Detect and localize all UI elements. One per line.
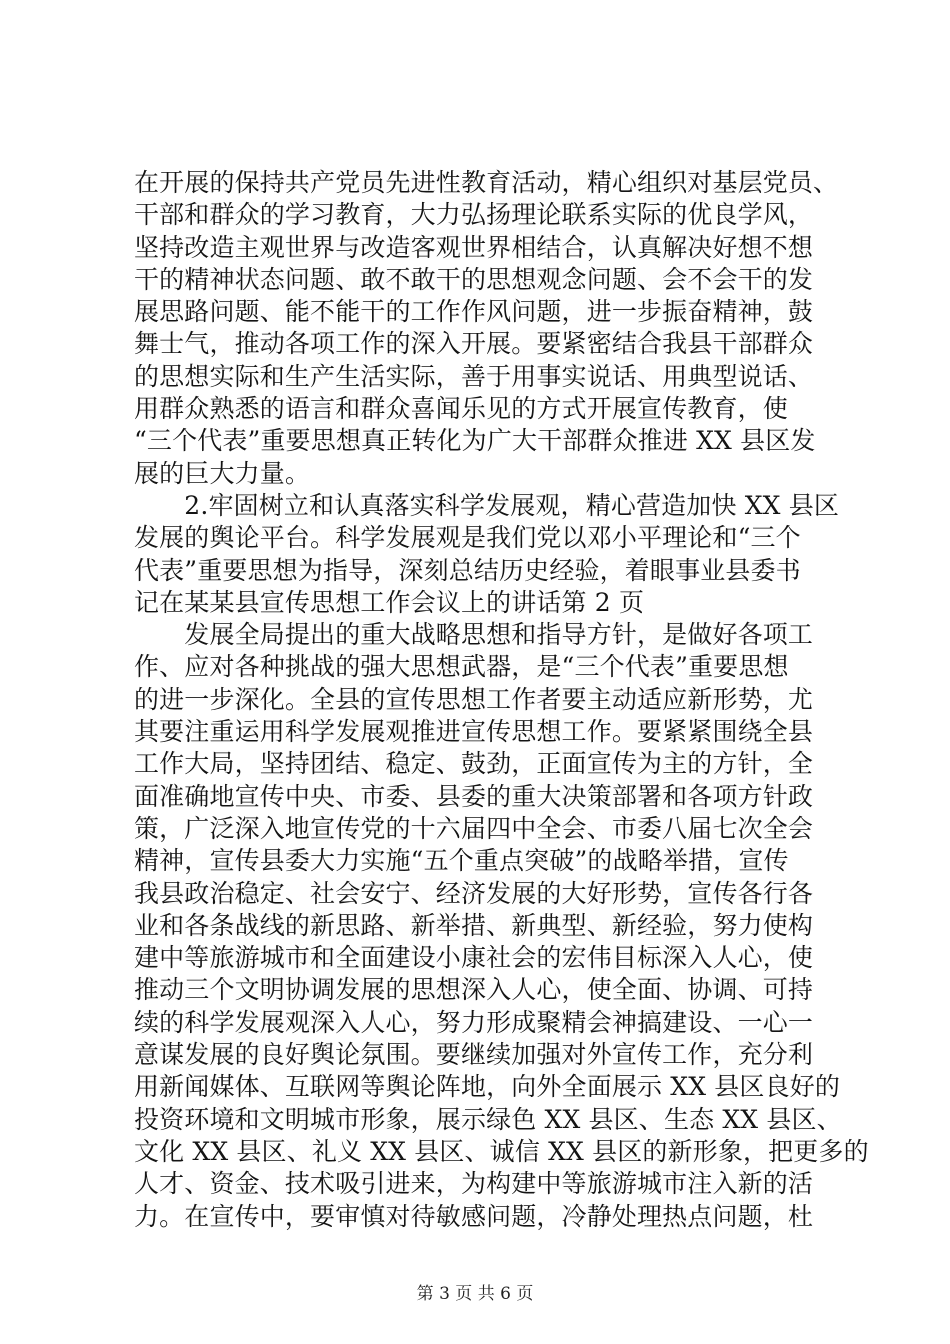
body-text [134, 167, 869, 1233]
text-line: 的进一步深化。全县的宣传思想工作者要主动适应新形势，尤 [134, 684, 814, 714]
text-line: 舞士气，推动各项工作的深入开展。要紧密结合我县干部群众 [134, 329, 814, 359]
text-line: 坚持改造主观世界与改造客观世界相结合，认真解决好想不想 [134, 232, 814, 262]
page-footer: 第 3 页 共 6 页 [416, 1284, 534, 1304]
text-line: 建中等旅游城市和全面建设小康社会的宏伟目标深入人心，使 [134, 943, 814, 973]
text-line: 发展的舆论平台。科学发展观是我们党以邓小平理论和“三个 [134, 523, 801, 553]
text-line: 意谋发展的良好舆论氛围。要继续加强对外宣传工作，充分利 [134, 1040, 814, 1070]
text-line: 力。在宣传中，要审慎对待敏感问题，冷静处理热点问题，杜 [134, 1201, 814, 1231]
text-line: 作、应对各种挑战的强大思想武器，是“三个代表”重要思想 [134, 652, 789, 682]
text-line: 精神，宣传县委大力实施“五个重点突破”的战略举措，宣传 [134, 846, 789, 876]
text-line: 展思路问题、能不能干的工作作风问题，进一步振奋精神，鼓 [134, 297, 814, 327]
text-line: 人才、资金、技术吸引进来，为构建中等旅游城市注入新的活 [134, 1169, 814, 1199]
text-line: 我县政治稳定、社会安宁、经济发展的大好形势，宣传各行各 [134, 878, 814, 908]
text-line: 记在某某县宣传思想工作会议上的讲话第 2 页 [134, 587, 645, 617]
text-line: 面准确地宣传中央、市委、县委的重大决策部署和各项方针政 [134, 781, 814, 811]
text-line: 其要注重运用科学发展观推进宣传思想工作。要紧紧围绕全县 [134, 717, 814, 747]
text-line: 代表”重要思想为指导，深刻总结历史经验，着眼事业县委书 [134, 555, 801, 585]
text-line: 用新闻媒体、互联网等舆论阵地，向外全面展示 XX 县区良好的 [134, 1072, 840, 1102]
text-line: 2.牢固树立和认真落实科学发展观，精心营造加快 XX 县区 [134, 490, 839, 520]
text-line: 的思想实际和生产生活实际，善于用事实说话、用典型说话、 [134, 361, 814, 391]
text-line: 文化 XX 县区、礼义 XX 县区、诚信 XX 县区的新形象，把更多的 [134, 1136, 869, 1166]
text-line: 干的精神状态问题、敢不敢干的思想观念问题、会不会干的发 [134, 264, 814, 294]
text-line: 推动三个文明协调发展的思想深入人心，使全面、协调、可持 [134, 975, 814, 1005]
text-line: “三个代表”重要思想真正转化为广大干部群众推进 XX 县区发 [134, 426, 816, 456]
text-line: 发展全局提出的重大战略思想和指导方针，是做好各项工 [134, 620, 814, 650]
text-line: 业和各条战线的新思路、新举措、新典型、新经验，努力使构 [134, 910, 814, 940]
text-line: 用群众熟悉的语言和群众喜闻乐见的方式开展宣传教育，使 [134, 394, 788, 424]
text-line: 投资环境和文明城市形象，展示绿色 XX 县区、生态 XX 县区、 [134, 1104, 842, 1134]
text-line: 干部和群众的学习教育，大力弘扬理论联系实际的优良学风， [134, 200, 814, 230]
text-line: 策，广泛深入地宣传党的十六届四中全会、市委八届七次全会 [134, 813, 814, 843]
text-line: 续的科学发展观深入人心，努力形成聚精会神搞建设、一心一 [134, 1007, 814, 1037]
text-line: 工作大局，坚持团结、稳定、鼓劲，正面宣传为主的方针，全 [134, 749, 814, 779]
text-line: 在开展的保持共产党员先进性教育活动，精心组织对基层党员、 [134, 168, 839, 197]
text-line: 展的巨大力量。 [134, 458, 311, 488]
